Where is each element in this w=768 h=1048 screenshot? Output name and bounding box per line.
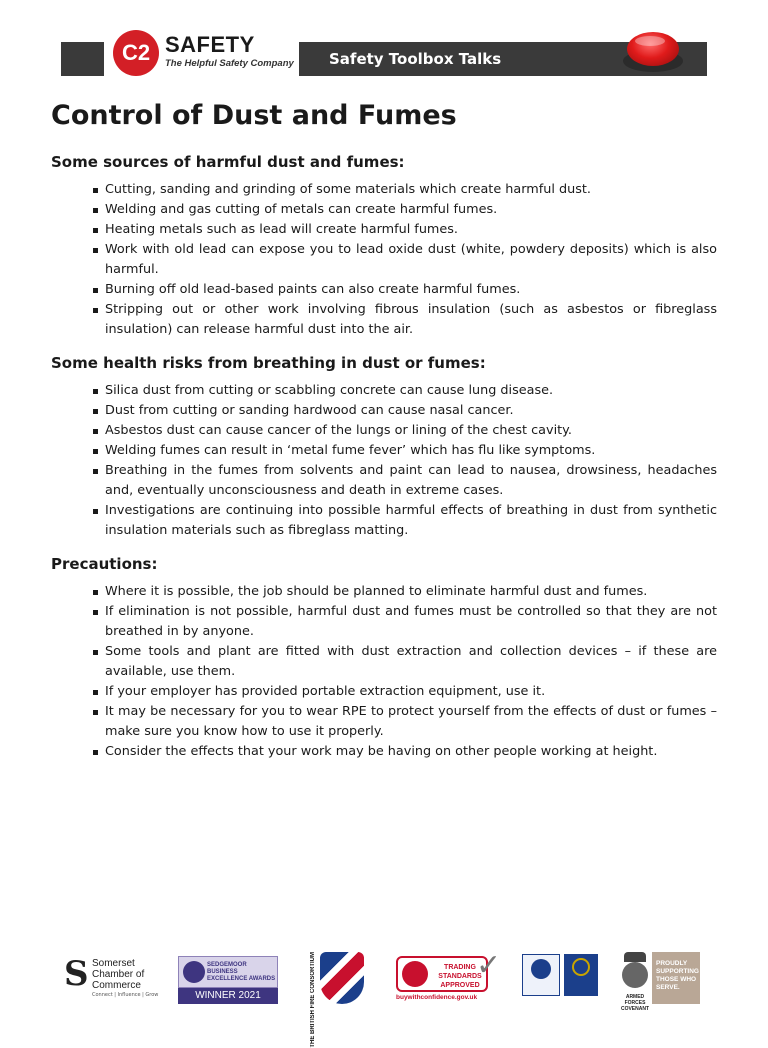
list-item: Heating metals such as lead will create harmful fumes. — [105, 220, 717, 240]
trading-standards-logo: TRADING STANDARDS APPROVED ✓ buywithconfidence.gov.uk — [396, 948, 502, 1001]
list-item: Stripping out or other work involving fibrous insulation (such as asbestos or fibreglass insulation) can release harmful dust into the air. — [105, 300, 717, 340]
section-heading-sources: Some sources of harmful dust and fumes: — [51, 153, 405, 171]
document-body — [51, 153, 717, 776]
ukas-certification-logo — [522, 950, 604, 1006]
checkmark-icon: ✓ — [476, 948, 502, 983]
list-item: Burning off old lead-based paints can also create harmful fumes. — [105, 280, 717, 300]
royal-crest-icon — [620, 952, 650, 992]
armed-forces-covenant-logo: ARMED FORCES COVENANT PROUDLY SUPPORTING THOSE WHO SERVE. — [618, 950, 704, 1006]
proudly-supporting-badge: PROUDLY SUPPORTING THOSE WHO SERVE. — [652, 952, 700, 1004]
list-item: Some tools and plant are fitted with dust extraction and collection devices – if these are available, use them. — [105, 642, 717, 682]
list-item: Breathing in the fumes from solvents and paint can lead to nausea, drowsiness, headaches and, eventually unconsciousness and death in extreme cases. — [105, 461, 717, 501]
list-item: It may be necessary for you to wear RPE to protect yourself from the effects of dust or fumes – make sure you know how to use it properly. — [105, 702, 717, 742]
list-item: Welding and gas cutting of metals can create harmful fumes. — [105, 200, 717, 220]
union-flag-shield-icon — [320, 952, 364, 1004]
list-item: If your employer has provided portable extraction equipment, use it. — [105, 682, 717, 702]
list-item: If elimination is not possible, harmful dust and fumes must be controlled so that they are not breathed in by anyone. — [105, 602, 717, 642]
page-header — [61, 32, 707, 76]
section-heading-precautions: Precautions: — [51, 555, 158, 573]
list-item: Silica dust from cutting or scabbling concrete can cause lung disease. — [105, 381, 717, 401]
list-item: Work with old lead can expose you to lead oxide dust (white, powdery deposits) which is also harmful. — [105, 240, 717, 280]
logo-name: SAFETY — [165, 32, 255, 57]
list-item: Consider the effects that your work may be having on other people working at height. — [105, 742, 717, 762]
section-heading-health-risks: Some health risks from breathing in dust or fumes: — [51, 354, 486, 372]
footer-accreditations — [62, 948, 706, 1048]
list-health-risks — [51, 381, 717, 541]
trading-standards-url: buywithconfidence.gov.uk — [396, 994, 478, 1001]
certification-badge-icon — [522, 954, 560, 996]
banner-title: Safety Toolbox Talks — [329, 50, 502, 68]
sedgemoor-award-logo: SEDGEMOOR BUSINESS EXCELLENCE AWARDS WINNER 2021 — [178, 950, 278, 1006]
c2-safety-logo — [113, 30, 293, 80]
somerset-chamber-logo: S Somerset Chamber of Commerce Connect | Influence | Grow — [64, 954, 159, 998]
page-title: Control of Dust and Fumes — [51, 100, 457, 131]
list-item: Welding fumes can result in ‘metal fume fever’ which has flu like symptoms. — [105, 441, 717, 461]
list-sources — [51, 180, 717, 340]
british-fire-consortium-logo: THE BRITISH FIRE CONSORTIUM — [310, 950, 364, 1006]
logo-tagline: The Helpful Safety Company — [165, 58, 294, 69]
list-item: Asbestos dust can cause cancer of the lungs or lining of the chest cavity. — [105, 421, 717, 441]
list-item: Where it is possible, the job should be planned to eliminate harmful dust and fumes. — [105, 582, 717, 602]
award-winner-label: WINNER 2021 — [178, 988, 278, 1004]
list-item: Investigations are continuing into possible harmful effects of breathing in dust from synthetic insulation materials such as fibreglass matting. — [105, 501, 717, 541]
red-button-icon — [621, 28, 685, 78]
list-item: Cutting, sanding and grinding of some materials which create harmful dust. — [105, 180, 717, 200]
ukas-crown-icon — [564, 954, 598, 996]
header-bar-left — [61, 42, 104, 76]
trading-standards-seal-icon — [402, 961, 428, 987]
list-item: Dust from cutting or sanding hardwood can cause nasal cancer. — [105, 401, 717, 421]
logo-mark: C2 — [113, 30, 159, 76]
list-precautions — [51, 582, 717, 762]
